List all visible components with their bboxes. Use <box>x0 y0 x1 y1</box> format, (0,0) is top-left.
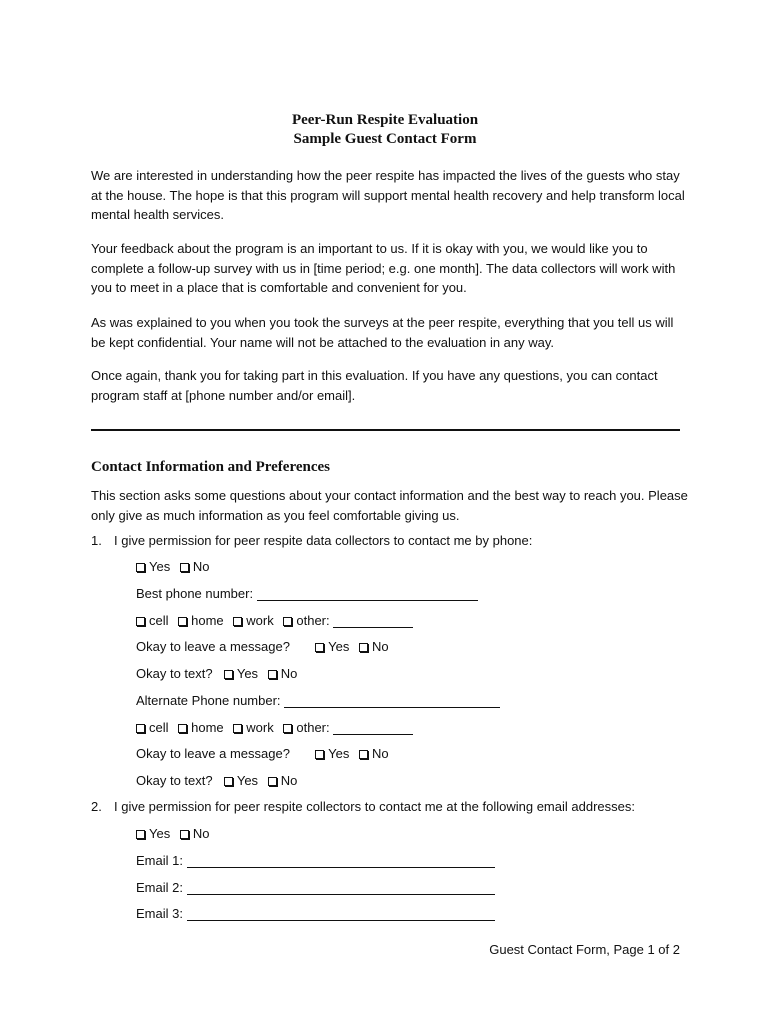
phone2-message-yes[interactable] <box>315 745 349 763</box>
option-label: other: <box>296 720 330 735</box>
alt-phone-row <box>136 692 500 710</box>
option-label: No <box>192 826 210 841</box>
email3-label: Email 3: <box>136 906 183 921</box>
email2-label: Email 2: <box>136 880 183 895</box>
intro-paragraph-4: Once again, thank you for taking part in this evaluation. If you have any questions, you can contact program staff at [phone number and/or email]. <box>91 368 658 403</box>
email1-field[interactable] <box>187 855 495 868</box>
checkbox[interactable] <box>315 643 324 652</box>
phone1-text-no[interactable] <box>268 665 298 683</box>
phone1-other-field[interactable] <box>333 615 413 628</box>
email3-row <box>136 905 495 923</box>
option-label: No <box>192 559 210 574</box>
section-title: Contact Information and Preferences <box>91 459 330 475</box>
phone-consent-yes[interactable] <box>136 558 170 576</box>
checkbox[interactable] <box>268 777 277 786</box>
phone1-text-yes[interactable] <box>224 665 258 683</box>
checkbox[interactable] <box>224 670 233 679</box>
section-divider <box>91 429 680 431</box>
option-label: No <box>280 666 298 681</box>
option-label: No <box>280 773 298 788</box>
phone1-type-home[interactable] <box>178 612 224 630</box>
email2-row <box>136 879 495 897</box>
question-text-2: I give permission for peer respite collectors to contact me at the following email addresses: <box>114 799 635 814</box>
option-label: Yes <box>328 746 350 761</box>
phone-consent-no[interactable] <box>180 558 210 576</box>
option-label: work <box>246 720 274 735</box>
checkbox[interactable] <box>268 670 277 679</box>
checkbox[interactable] <box>283 724 292 733</box>
email-consent-no[interactable] <box>180 825 210 843</box>
question-number-2: 2. <box>91 799 102 814</box>
option-label: cell <box>149 613 169 628</box>
option-label: No <box>372 639 389 654</box>
option-label: Yes <box>328 639 350 654</box>
checkbox[interactable] <box>136 830 145 839</box>
intro-paragraph-3: As was explained to you when you took the surveys at the peer respite, everything that you tell us will be kept confidential. Your name will not be attached to the evaluation in any way. <box>91 315 674 350</box>
phone1-type-options <box>136 612 419 630</box>
checkbox[interactable] <box>178 617 187 626</box>
option-label: No <box>372 746 389 761</box>
phone1-message-no[interactable] <box>359 638 389 656</box>
page-footer: Guest Contact Form, Page 1 of 2 <box>489 942 680 957</box>
phone2-other-field[interactable] <box>333 722 413 735</box>
phone2-type-options <box>136 719 419 737</box>
document-title: Peer-Run Respite Evaluation <box>291 112 479 128</box>
option-label: other: <box>296 613 330 628</box>
checkbox[interactable] <box>136 724 145 733</box>
phone2-type-work[interactable] <box>233 719 273 737</box>
phone1-type-work[interactable] <box>233 612 273 630</box>
phone1-type-other[interactable] <box>283 612 413 630</box>
option-label: work <box>246 613 274 628</box>
email3-field[interactable] <box>187 908 495 921</box>
checkbox[interactable] <box>283 617 292 626</box>
phone1-message-yes[interactable] <box>315 638 349 656</box>
section-description: This section asks some questions about your contact information and the best way to reach you. Please only give as much information as you feel comfortable giving us. <box>91 488 688 523</box>
checkbox[interactable] <box>233 724 242 733</box>
phone2-type-home[interactable] <box>178 719 224 737</box>
alt-phone-label: Alternate Phone number: <box>136 693 281 708</box>
checkbox[interactable] <box>359 643 368 652</box>
option-label: Yes <box>236 773 259 788</box>
checkbox[interactable] <box>359 750 368 759</box>
phone2-text-no[interactable] <box>268 772 298 790</box>
checkbox[interactable] <box>180 563 189 572</box>
option-label: Yes <box>149 826 171 841</box>
question-text-1: I give permission for peer respite data collectors to contact me by phone: <box>114 533 533 548</box>
checkbox[interactable] <box>180 830 189 839</box>
best-phone-label: Best phone number: <box>136 586 254 601</box>
best-phone-row <box>136 585 478 603</box>
option-label: home <box>191 613 224 628</box>
phone2-message-row <box>136 745 395 763</box>
checkbox[interactable] <box>178 724 187 733</box>
option-label: home <box>191 720 224 735</box>
email-consent-yes[interactable] <box>136 825 170 843</box>
email-consent-options <box>136 825 215 843</box>
option-label: Yes <box>149 559 171 574</box>
email1-label: Email 1: <box>136 853 183 868</box>
leave-message-label: Okay to leave a message? <box>136 746 290 761</box>
email1-row <box>136 852 495 870</box>
phone2-type-cell[interactable] <box>136 719 169 737</box>
phone2-message-no[interactable] <box>359 745 389 763</box>
phone1-type-cell[interactable] <box>136 612 169 630</box>
phone2-text-row <box>136 772 303 790</box>
checkbox[interactable] <box>315 750 324 759</box>
phone1-message-row <box>136 638 395 656</box>
phone-consent-options <box>136 558 215 576</box>
checkbox[interactable] <box>224 777 233 786</box>
document-subtitle: Sample Guest Contact Form <box>293 131 477 147</box>
option-label: cell <box>149 720 169 735</box>
email2-field[interactable] <box>187 882 495 895</box>
alt-phone-field[interactable] <box>284 695 500 708</box>
intro-paragraph-1: We are interested in understanding how the peer respite has impacted the lives of the guests who stay at the house. The hope is that this program will support mental health recovery and help transform local mental health services. <box>91 168 685 222</box>
best-phone-field[interactable] <box>257 588 478 601</box>
checkbox[interactable] <box>233 617 242 626</box>
phone1-text-row <box>136 665 303 683</box>
okay-to-text-label: Okay to text? <box>136 666 213 681</box>
okay-to-text-label: Okay to text? <box>136 773 213 788</box>
intro-paragraph-2: Your feedback about the program is an important to us. If it is okay with you, we would like you to complete a follow-up survey with us in [time period; e.g. one month]. The data collectors will work with you to meet in a place that is comfortable and convenient for you. <box>91 241 676 295</box>
option-label: Yes <box>236 666 259 681</box>
leave-message-label: Okay to leave a message? <box>136 639 290 654</box>
checkbox[interactable] <box>136 563 145 572</box>
question-number-1: 1. <box>91 533 102 548</box>
phone2-type-other[interactable] <box>283 719 413 737</box>
checkbox[interactable] <box>136 617 145 626</box>
phone2-text-yes[interactable] <box>224 772 258 790</box>
